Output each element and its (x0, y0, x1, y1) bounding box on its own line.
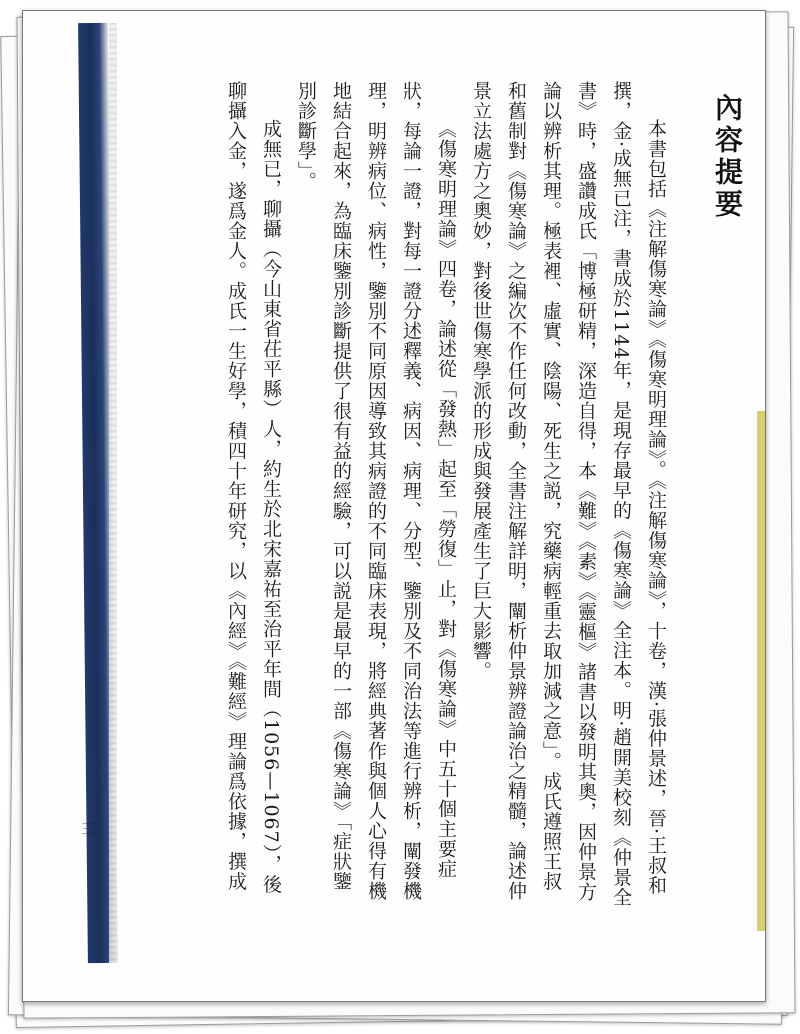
paragraph: 成無已，聊攝（今山東省茌平縣）人，約生於北宋嘉祐至治平年間（1056—1067），後聊攝入金，遂爲金人。成氏一生好學，積四十年研究，以《內經》《難經》理論爲依據，撰成 (225, 81, 282, 895)
book-page (22, 10, 766, 1002)
body-text (173, 81, 673, 911)
page-heading: 內容提要 (711, 93, 744, 221)
page-edge (757, 411, 765, 931)
paragraph: 本書包括《注解傷寒論》《傷寒明理論》。《注解傷寒論》，十卷，漢·張仲景述，晉·王叔和撰，金·成無已注，書成於1144年，是現存最早的《傷寒論》全注本。明·趙開美校刻《仲景全書》時，盛讚成氏「博極研精，深造自得，本《難》《素》《靈樞》諸書以發明其奧，因仲景方論以辨析其理。極表裡、虛實、陰陽、死生之説，究藥病輕重去取加減之意」。成氏遵照王叔和舊制對《傷寒論》之編次不作任何改動，全書注解詳明，闡析仲景辨證論治之精髓，論述仲景立法處方之奧妙，對後世傷寒學派的形成與發展產生了巨大影響。 (470, 81, 667, 908)
page-gutter (109, 23, 117, 963)
paragraph: 《傷寒明理論》四卷，論述從「發熱」起至「勞復」止，對《傷寒論》中五十個主要症狀，每論一證，對每一證分述釋義、病因、病理、分型、鑒別及不同治法等進行辨析，闡發機理，明辨病位、病性，鑒別不同原因導致其病證的不同臨床表現，將經典著作與個人心得有機地結合起來，為臨床鑒別診斷提供了很有益的經驗，可以説是最早的一部《傷寒論》「症狀鑒別診斷學」。 (295, 81, 457, 901)
page-number: 三 (81, 822, 95, 838)
